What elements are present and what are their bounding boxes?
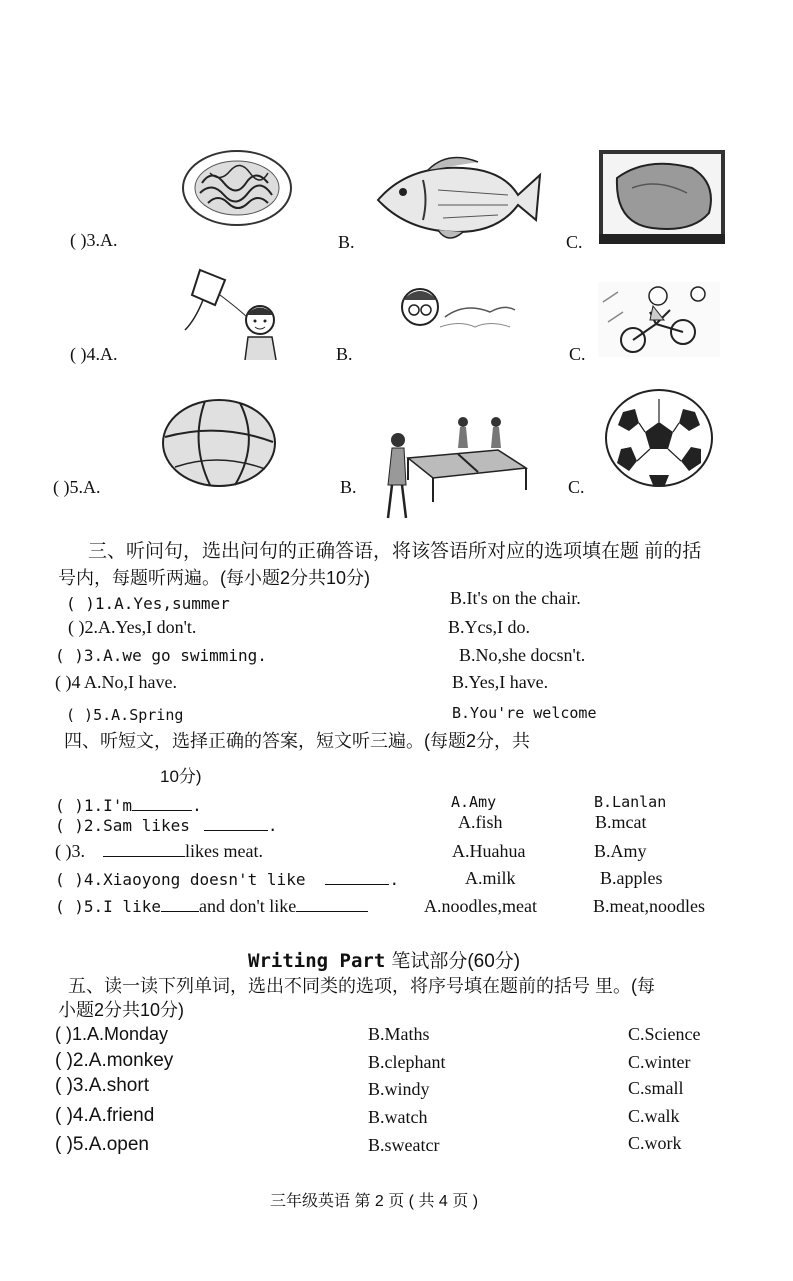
- s5-q1-option-b: B.Maths: [368, 1024, 430, 1044]
- s5-q4-option-c: C.walk: [628, 1106, 680, 1126]
- answer-blank: [296, 911, 368, 912]
- answer-blank: [161, 911, 199, 912]
- s4-q4-option-b: B.apples: [600, 868, 663, 888]
- s4-q3-option-a: A.Huahua: [452, 841, 526, 861]
- section3-heading-line2: 号内，每题听两遍。(每小题2分共10分): [58, 568, 371, 588]
- row4-label: ( )4.A.: [70, 344, 118, 364]
- page-footer: 三年级英语 第 2 页 ( 共 4 页 ): [270, 1193, 479, 1210]
- s4-q5: [55, 896, 368, 917]
- s4-q2-tail: .: [267, 816, 278, 835]
- s5-q5: ( )5.A.open: [55, 1134, 149, 1155]
- meat-icon: [597, 148, 727, 246]
- s4-q3-tail: likes meat.: [185, 841, 263, 861]
- answer-blank: [103, 856, 185, 857]
- row5-label: ( )5.A.: [53, 477, 101, 497]
- s5-q5-option-b: B.sweatcr: [368, 1135, 440, 1155]
- writing-title-cn: 笔试部分(60分): [391, 951, 521, 972]
- s4-q2-text: ( )2.Sam likes: [55, 816, 190, 835]
- s5-q5-option-c: C.work: [628, 1133, 682, 1153]
- s5-q3: ( )3.A.short: [55, 1075, 149, 1096]
- s4-q5-text: ( )5.I like: [55, 897, 161, 916]
- s3-q3: ( )3.A.we go swimming.: [55, 646, 267, 665]
- row3-option-b: B.: [338, 232, 355, 252]
- s3-q2: ( )2.A.Yes,I don't.: [68, 617, 197, 637]
- s4-q5-option-b: B.meat,noodles: [593, 896, 705, 916]
- row5-option-b: B.: [340, 477, 357, 497]
- s3-q3-option-b: B.No,she docsn't.: [459, 645, 586, 665]
- section5-heading-line2: 小题2分共10分): [58, 1000, 185, 1020]
- s4-q1-option-b: B.Lanlan: [594, 793, 667, 811]
- s5-q2-option-b: B.clephant: [368, 1052, 446, 1072]
- s3-q4: ( )4 A.No,I have.: [55, 672, 177, 692]
- s4-q3-option-b: B.Amy: [594, 841, 647, 861]
- s5-q2-option-c: C.winter: [628, 1052, 691, 1072]
- writing-part-title: [248, 946, 520, 973]
- boy-swimming-icon: [395, 282, 520, 342]
- boy-riding-bike-icon: [598, 282, 720, 357]
- s4-q5-mid: and don't like: [198, 896, 297, 916]
- writing-title-en: Writing Part: [248, 950, 386, 972]
- s5-q1: ( )1.A.Monday: [55, 1024, 169, 1044]
- s5-q2: ( )2.A.monkey: [55, 1050, 174, 1071]
- s4-q2: [55, 816, 278, 835]
- section5-heading-line1: 五、读一读下列单词，选出不同类的选项，将序号填在题前的括号 里。(每: [68, 976, 655, 996]
- noodles-bowl-icon: [180, 148, 295, 228]
- answer-blank: [325, 884, 389, 885]
- s4-q3: [55, 841, 263, 862]
- s4-q1-option-a: A.Amy: [451, 793, 497, 811]
- row3-label: ( )3.A.: [70, 230, 118, 250]
- section4-heading-line1: 四、听短文，选择正确的答案，短文听三遍。(每题2分，共: [64, 731, 531, 751]
- row3-option-c: C.: [566, 232, 583, 252]
- s4-q1-tail: .: [192, 796, 202, 815]
- section3-heading-line1: 三、听问句，选出问句的正确答语，将该答语所对应的选项填在题 前的括: [88, 541, 702, 562]
- s4-q2-option-a: A.fish: [458, 812, 503, 832]
- s5-q4-option-b: B.watch: [368, 1107, 428, 1127]
- section4-heading-line2: 10分): [160, 767, 202, 786]
- row5-option-c: C.: [568, 477, 585, 497]
- s4-q1-text: ( )1.I'm: [55, 796, 133, 815]
- s4-q4-text: ( )4.Xiaoyong doesn't like: [55, 870, 306, 889]
- basketball-icon: [160, 397, 278, 489]
- s4-q4-option-a: A.milk: [465, 868, 516, 888]
- s4-q1: [55, 796, 202, 815]
- ping-pong-table-icon: [378, 410, 528, 522]
- s3-q5: ( )5.A.Spring: [66, 706, 184, 724]
- football-icon: [603, 387, 715, 489]
- s4-q4: [55, 870, 399, 889]
- fish-icon: [368, 150, 543, 245]
- boy-flying-kite-icon: [180, 265, 295, 360]
- s5-q3-option-c: C.small: [628, 1078, 684, 1098]
- s3-q2-option-b: B.Ycs,I do.: [448, 617, 530, 637]
- answer-blank: [204, 830, 268, 831]
- s3-q1-option-b: B.It's on the chair.: [450, 588, 581, 608]
- s4-q3-text: ( )3.: [55, 841, 85, 861]
- s5-q1-option-c: C.Science: [628, 1024, 701, 1044]
- s5-q4: ( )4.A.friend: [55, 1105, 155, 1126]
- s4-q5-option-a: A.noodles,meat: [424, 896, 537, 916]
- s4-q2-option-b: B.mcat: [595, 812, 647, 832]
- row4-option-b: B.: [336, 344, 353, 364]
- s4-q4-tail: .: [389, 870, 400, 889]
- answer-blank: [132, 810, 192, 811]
- s3-q1: ( )1.A.Yes,summer: [66, 594, 230, 613]
- row4-option-c: C.: [569, 344, 586, 364]
- s5-q3-option-b: B.windy: [368, 1079, 430, 1099]
- s3-q4-option-b: B.Yes,I have.: [452, 672, 549, 692]
- s3-q5-option-b: B.You're welcome: [452, 704, 597, 722]
